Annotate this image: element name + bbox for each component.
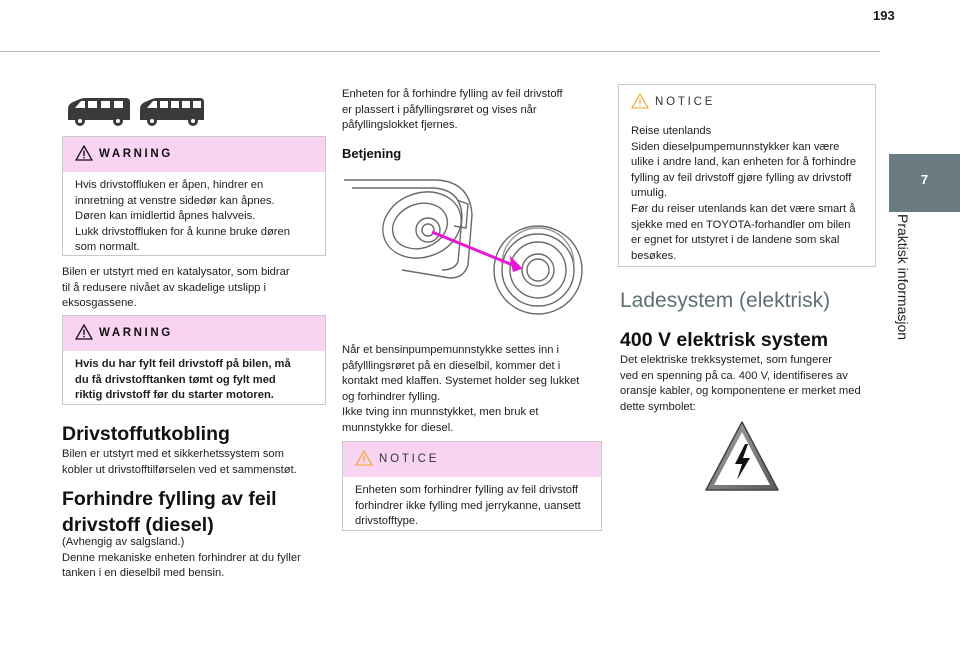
heading-line: Forhindre fylling av feil xyxy=(62,488,277,510)
text-line: umulig. xyxy=(631,187,668,200)
notice-header xyxy=(343,442,601,477)
warning-text xyxy=(63,172,325,264)
notice-icon xyxy=(355,450,373,466)
heading-fuel-cutoff: Drivstoffutkobling xyxy=(62,423,230,445)
text-line: munnstykke for diesel. xyxy=(342,421,454,434)
chapter-number: 7 xyxy=(920,172,929,187)
text-line: Denne mekaniske enheten forhindrer at du fyller xyxy=(62,551,301,564)
device-location-paragraph xyxy=(342,87,602,134)
text-line: er plassert i påfyllingsrøret og vises når xyxy=(342,103,537,116)
page-number: 193 xyxy=(873,8,895,23)
text-line: Før du reiser utenlands kan det være smart å xyxy=(631,202,856,215)
text-line: (Avhengig av salgsland.) xyxy=(62,536,185,548)
text-line: Det elektriske trekksystemet, som fungerer xyxy=(620,354,833,366)
text-line: dette symbolet: xyxy=(620,400,696,413)
text-line: kobler ut drivstofftilførselen ved et sammenstøt. xyxy=(62,463,297,476)
heading-misfuel-prevention xyxy=(62,486,326,538)
text-line: Enheten for å forhindre fylling av feil drivstoff xyxy=(342,88,563,100)
text-line: ulike i andre land, kan enheten for å forhindre xyxy=(631,156,857,169)
text-line: Døren kan imidlertid åpnes halvveis. xyxy=(75,210,256,223)
text-line: Hvis drivstoffluken er åpen, hindrer en xyxy=(75,179,264,191)
text-line: Lukk drivstoffluken for å kunne bruke døren xyxy=(75,225,290,238)
text-line: kontakt med klaffen. Systemet holder seg lukket xyxy=(342,375,580,388)
warning-header xyxy=(63,137,325,172)
text-line: forhindrer ikke fylling med jerrykanne, uansett xyxy=(355,499,581,512)
text-line: Bilen er utstyrt med et sikkerhetssystem som xyxy=(62,448,284,460)
text-line: fylling av feil drivstoff gjøre fylling av drivstoff xyxy=(631,171,852,184)
warning-header xyxy=(63,316,325,351)
filler-neck-illustration xyxy=(342,170,592,320)
text-line: påfylllingsrøret på en dieselbil, kommer det i xyxy=(342,359,561,372)
notice-title: NOTICE xyxy=(655,96,716,108)
text-line: ved en spenning på ca. 400 V, identifiseres av xyxy=(620,369,848,382)
text-line: påfyllingslokket fjernes. xyxy=(342,119,458,132)
notice-icon xyxy=(631,93,649,109)
text-line: Siden dieselpumpemunnstykker kan være xyxy=(631,140,840,153)
text-line: du få drivstofftanken tømt og fylt med xyxy=(75,373,276,386)
chapter-title: Praktisk informasjon xyxy=(895,214,911,341)
catalyst-paragraph xyxy=(62,265,326,312)
notice-text xyxy=(343,477,601,538)
text-line: innretning at venstre sidedør kan åpnes. xyxy=(75,194,275,207)
fuel-cutoff-paragraph xyxy=(62,447,326,478)
warning-box-fuel-flap xyxy=(62,136,326,256)
van-long-icon xyxy=(140,98,204,126)
notice-title: NOTICE xyxy=(379,453,440,465)
notice-box-abroad xyxy=(618,84,876,267)
text-line: Bilen er utstyrt med en katalysator, som bidrar xyxy=(62,266,290,278)
text-line: er egnet for utstyret i de landene som skal xyxy=(631,234,840,247)
chapter-tab[interactable] xyxy=(889,154,960,212)
text-line: sjekke med en TOYOTA-forhandler om bilen xyxy=(631,218,851,231)
heading-line: drivstoff (diesel) xyxy=(62,514,214,536)
van-icons xyxy=(66,96,206,128)
warning-title: WARNING xyxy=(99,327,173,339)
text-line: som normalt. xyxy=(75,241,140,254)
notice-box-jerrycan xyxy=(342,441,602,531)
warning-text xyxy=(63,351,325,412)
text-line: Når et bensinpumpemunnstykke settes inn i xyxy=(342,344,560,356)
text-line: Hvis du har fylt feil drivstoff på bilen, må xyxy=(75,358,291,370)
van-short-icon xyxy=(68,98,130,126)
misfuel-paragraph xyxy=(62,535,326,582)
top-rule xyxy=(0,51,880,52)
warning-title: WARNING xyxy=(99,148,173,160)
text-line: Ikke tving inn munnstykket, men bruk et xyxy=(342,406,539,419)
section-heading-charging: Ladesystem (elektrisk) xyxy=(620,289,831,312)
text-line: tanken i en dieselbil med bensin. xyxy=(62,567,225,580)
text-line: besøkes. xyxy=(631,249,677,262)
text-line: eksosgassene. xyxy=(62,297,137,310)
heading-400v-system: 400 V elektrisk system xyxy=(620,329,829,351)
notice-subtitle: Reise utenlands xyxy=(631,125,712,137)
operation-paragraph xyxy=(342,343,602,437)
warning-box-wrong-fuel xyxy=(62,315,326,405)
notice-text xyxy=(619,120,875,272)
subheading-operation: Betjening xyxy=(342,146,402,161)
text-line: oransje kabler, og komponentene er merket med xyxy=(620,385,861,398)
high-voltage-warning-icon xyxy=(704,420,780,492)
notice-header xyxy=(619,85,875,120)
warning-icon xyxy=(75,145,93,161)
warning-icon xyxy=(75,324,93,340)
electric-system-paragraph xyxy=(620,353,876,415)
text-line: til å redusere nivået av skadelige utslipp i xyxy=(62,281,266,294)
text-line: riktig drivstoff før du starter motoren. xyxy=(75,389,274,402)
text-line: drivstofftype. xyxy=(355,515,419,528)
text-line: og forhindrer fylling. xyxy=(342,390,441,403)
text-line: Enheten som forhindrer fylling av feil drivstoff xyxy=(355,484,579,496)
